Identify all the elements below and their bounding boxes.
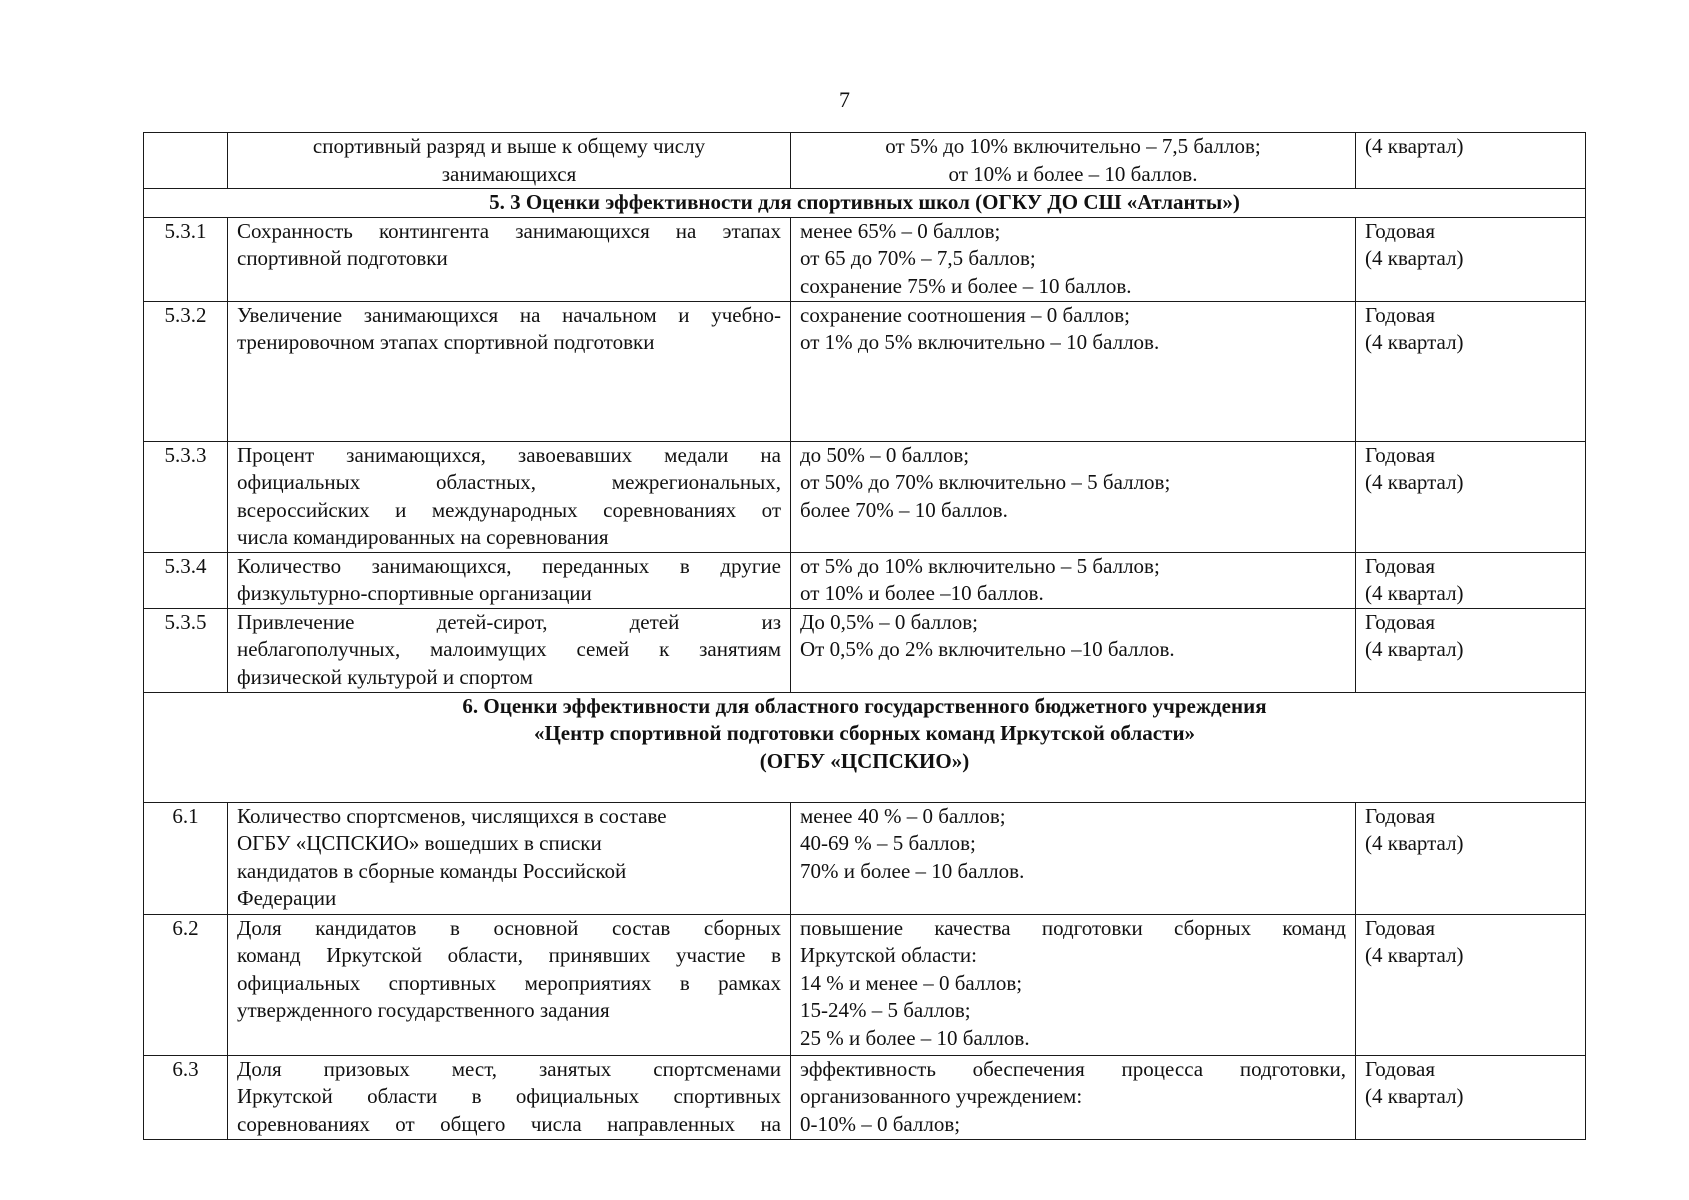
criterion-line: тренировочном этапах спортивной подготовки: [237, 330, 655, 354]
period-cell: [1356, 441, 1586, 552]
period-cell: [1356, 301, 1586, 441]
scoring-line: менее 65% – 0 баллов;: [800, 218, 1001, 243]
criterion-line: всероссийских и международных соревнованиях от: [237, 497, 781, 522]
criterion-line: Сохранность контингента занимающихся на этапах: [237, 218, 781, 243]
criterion-line: Доля кандидатов в основной состав сборных: [237, 915, 781, 940]
period-line: (4 квартал): [1365, 134, 1464, 158]
scoring-line: От 0,5% до 2% включительно –10 баллов.: [800, 637, 1175, 661]
scoring-line: Иркутской области:: [800, 943, 977, 967]
scoring-line: менее 40 % – 0 баллов;: [800, 803, 1006, 828]
criterion-line: физкультурно-спортивные организации: [237, 581, 592, 605]
scoring-line: до 50% – 0 баллов;: [800, 442, 970, 467]
row-number: 5.3.2: [144, 301, 228, 441]
table-row: [144, 217, 1586, 301]
page-number: 7: [839, 87, 850, 112]
table-row: [144, 552, 1586, 608]
scoring-cell: [791, 301, 1356, 441]
scoring-cell: [791, 441, 1356, 552]
period-cell: [1356, 914, 1586, 1055]
period-cell: [1356, 802, 1586, 914]
scoring-line: 14 % и менее – 0 баллов;: [800, 970, 1023, 995]
scoring-line: сохранение 75% и более – 10 баллов.: [800, 273, 1132, 298]
scoring-cell: [791, 914, 1356, 1055]
scoring-cell: [791, 802, 1356, 914]
period-line: Годовая: [1365, 442, 1435, 467]
section-heading-line: (ОГБУ «ЦСПСКИО»): [759, 748, 970, 773]
criterion-line: спортивный разряд и выше к общему числу: [312, 134, 706, 158]
criterion-line: Количество занимающихся, переданных в другие: [237, 553, 781, 578]
criterion-line: Количество спортсменов, числящихся в составе: [237, 803, 667, 828]
table-row: [144, 914, 1586, 1055]
criterion-line: спортивной подготовки: [237, 246, 448, 270]
period-line: (4 квартал): [1365, 637, 1464, 661]
scoring-line: До 0,5% – 0 баллов;: [800, 609, 978, 634]
criterion-line: Процент занимающихся, завоевавших медали на: [237, 442, 781, 467]
criterion-line: утвержденного государственного задания: [237, 998, 610, 1022]
row-number: 6.1: [144, 802, 228, 914]
criterion-line: физической культурой и спортом: [237, 664, 533, 689]
period-line: (4 квартал): [1365, 1084, 1464, 1108]
section-heading: [144, 189, 1586, 218]
criterion-line: Иркутской области в официальных спортивных: [237, 1084, 781, 1108]
criterion-cell: [228, 1055, 791, 1139]
period-line: Годовая: [1365, 553, 1435, 578]
row-number: 5.3.4: [144, 552, 228, 608]
period-line: Годовая: [1365, 803, 1435, 828]
section-row: [144, 692, 1586, 802]
period-line: (4 квартал): [1365, 831, 1464, 855]
period-line: Годовая: [1365, 1056, 1435, 1081]
period-line: (4 квартал): [1365, 470, 1464, 494]
criterion-line: Федерации: [237, 886, 337, 910]
criterion-line: соревнованиях от общего числа направленных на: [237, 1111, 781, 1136]
section-row: [144, 189, 1586, 218]
period-line: Годовая: [1365, 609, 1435, 634]
section-heading-line: 6. Оценки эффективности для областного государственного бюджетного учреждения: [462, 693, 1267, 718]
criterion-line: команд Иркутской области, принявших участие в: [237, 943, 781, 967]
criteria-table: [143, 132, 1586, 1140]
table-row: [144, 802, 1586, 914]
table-row: [144, 133, 1586, 189]
criterion-line: Доля призовых мест, занятых спортсменами: [237, 1056, 781, 1081]
section-heading-line: «Центр спортивной подготовки сборных команд Иркутской области»: [533, 721, 1196, 745]
scoring-cell: [791, 217, 1356, 301]
criterion-line: занимающихся: [441, 161, 577, 186]
scoring-line: более 70% – 10 баллов.: [800, 497, 1008, 522]
period-cell: [1356, 217, 1586, 301]
row-number: 6.2: [144, 914, 228, 1055]
scoring-line: организованного учреждением:: [800, 1084, 1083, 1108]
criterion-line: Увеличение занимающихся на начальном и учебно-: [237, 302, 781, 327]
scoring-cell: [791, 552, 1356, 608]
section-heading-line: 5. 3 Оценки эффективности для спортивных школ (ОГКУ ДО СШ «Атланты»): [489, 190, 1240, 214]
criterion-line: числа командированных на соревнования: [237, 525, 609, 549]
table-row: [144, 301, 1586, 441]
scoring-line: от 1% до 5% включительно – 10 баллов.: [800, 330, 1160, 354]
scoring-cell: [791, 1055, 1356, 1139]
criterion-line: Привлечение детей-сирот, детей из: [237, 609, 781, 634]
criteria-table-body: [144, 133, 1586, 1140]
criterion-line: неблагополучных, малоимущих семей к занятиям: [237, 637, 781, 661]
period-cell: [1356, 133, 1586, 189]
criterion-cell: [228, 301, 791, 441]
row-number: 5.3.1: [144, 217, 228, 301]
criterion-line: кандидатов в сборные команды Российской: [237, 858, 627, 883]
scoring-line: сохранение соотношения – 0 баллов;: [800, 302, 1130, 327]
scoring-line: от 50% до 70% включительно – 5 баллов;: [800, 470, 1171, 494]
period-line: Годовая: [1365, 302, 1435, 327]
criterion-cell: [228, 441, 791, 552]
scoring-line: 15-24% – 5 баллов;: [800, 998, 971, 1022]
criterion-cell: [228, 802, 791, 914]
row-number: [144, 133, 228, 189]
row-number: 6.3: [144, 1055, 228, 1139]
table-row: [144, 608, 1586, 692]
scoring-line: 70% и более – 10 баллов.: [800, 858, 1025, 883]
scoring-line: эффективность обеспечения процесса подготовки,: [800, 1056, 1346, 1081]
section-heading: [144, 692, 1586, 802]
scoring-cell: [791, 133, 1356, 189]
scoring-line: от 65 до 70% – 7,5 баллов;: [800, 246, 1036, 270]
table-row: [144, 441, 1586, 552]
period-line: Годовая: [1365, 218, 1435, 243]
scoring-line: 0-10% – 0 баллов;: [800, 1111, 961, 1136]
criterion-line: официальных спортивных мероприятиях в рамках: [237, 970, 781, 995]
row-number: 5.3.5: [144, 608, 228, 692]
scoring-line: от 5% до 10% включительно – 7,5 баллов;: [885, 134, 1261, 158]
period-cell: [1356, 608, 1586, 692]
criterion-cell: [228, 608, 791, 692]
period-cell: [1356, 1055, 1586, 1139]
criterion-cell: [228, 217, 791, 301]
row-number: 5.3.3: [144, 441, 228, 552]
scoring-line: от 10% и более – 10 баллов.: [948, 161, 1198, 186]
period-line: (4 квартал): [1365, 581, 1464, 605]
period-line: (4 квартал): [1365, 246, 1464, 270]
scoring-line: от 10% и более –10 баллов.: [800, 581, 1044, 605]
scoring-cell: [791, 608, 1356, 692]
criterion-cell: [228, 914, 791, 1055]
table-row: [144, 1055, 1586, 1139]
criterion-cell: [228, 133, 791, 189]
period-line: Годовая: [1365, 915, 1435, 940]
scoring-line: от 5% до 10% включительно – 5 баллов;: [800, 553, 1160, 578]
period-line: (4 квартал): [1365, 943, 1464, 967]
criterion-line: ОГБУ «ЦСПСКИО» вошедших в списки: [237, 831, 602, 855]
scoring-line: 25 % и более – 10 баллов.: [800, 1025, 1030, 1050]
period-cell: [1356, 552, 1586, 608]
period-line: (4 квартал): [1365, 330, 1464, 354]
scoring-line: повышение качества подготовки сборных команд: [800, 915, 1346, 940]
criterion-line: официальных областных, межрегиональных,: [237, 470, 781, 494]
criterion-cell: [228, 552, 791, 608]
scoring-line: 40-69 % – 5 баллов;: [800, 831, 976, 855]
